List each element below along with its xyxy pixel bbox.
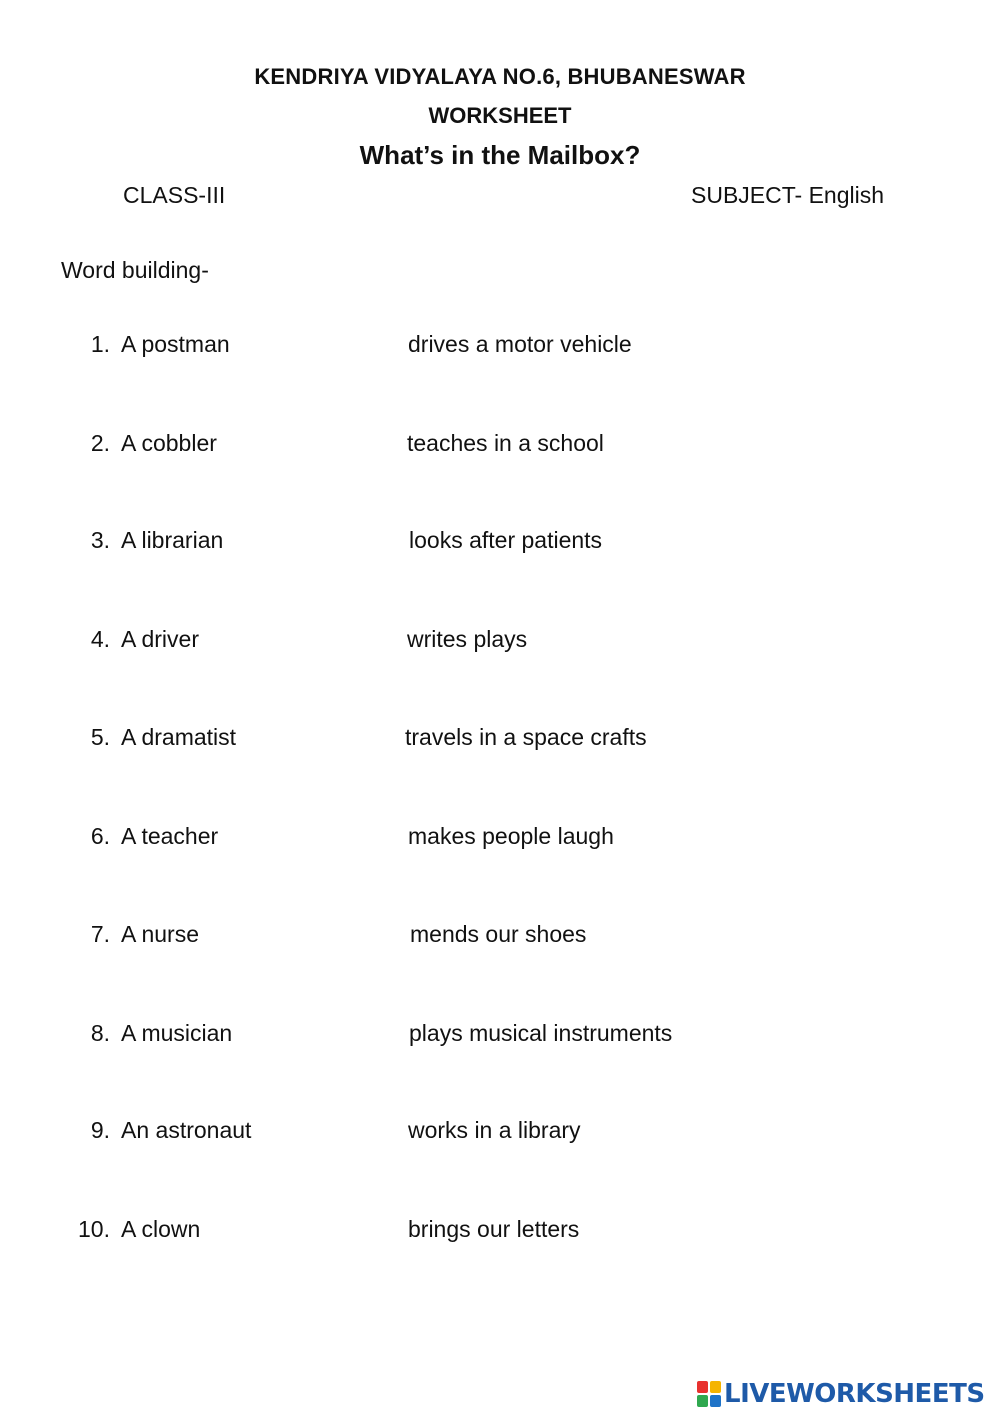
item-description[interactable]: works in a library [408,1117,581,1143]
item-person: An astronaut [121,1117,252,1143]
item-person: A postman [121,331,230,357]
item-number: 7. [90,921,110,947]
item-description[interactable]: makes people laugh [408,823,614,849]
brand-name: LIVEWORKSHEETS [724,1379,985,1409]
item-description[interactable]: brings our letters [408,1216,580,1242]
item-number: 4. [90,626,110,652]
item-person: A nurse [121,921,199,947]
school-name: KENDRIYA VIDYALAYA NO.6, BHUBANESWAR [254,64,746,89]
item-number: 5. [90,724,110,750]
worksheet-title: What’s in the Mailbox? [359,140,641,170]
list-item [0,527,1000,559]
item-description[interactable]: plays musical instruments [409,1020,673,1046]
item-number: 9. [90,1117,110,1143]
list-item [0,823,1000,855]
item-number: 10. [78,1216,110,1242]
logo-square-icon [697,1395,708,1407]
item-number: 8. [90,1020,110,1046]
subject-label: SUBJECT- English [691,182,885,208]
section-heading: Word building- [61,257,209,283]
worksheet-label: WORKSHEET [428,103,572,128]
item-description[interactable]: writes plays [407,626,528,652]
item-person: A clown [121,1216,201,1242]
item-description[interactable]: mends our shoes [410,921,587,947]
list-item [0,1216,1000,1248]
logo-square-icon [710,1381,721,1393]
list-item [0,921,1000,953]
list-item [0,1117,1000,1149]
list-item [0,331,1000,363]
item-description[interactable]: drives a motor vehicle [408,331,632,357]
item-description[interactable]: travels in a space crafts [405,724,647,750]
list-item [0,626,1000,658]
item-person: A teacher [121,823,219,849]
item-number: 3. [90,527,110,553]
list-item [0,1020,1000,1052]
item-number: 6. [90,823,110,849]
liveworksheets-icon [697,1381,721,1407]
item-person: A cobbler [121,430,217,456]
item-number: 2. [90,430,110,456]
item-description[interactable]: teaches in a school [407,430,604,456]
liveworksheets-logo [697,1378,985,1410]
item-description[interactable]: looks after patients [409,527,603,553]
list-item [0,430,1000,462]
class-label: CLASS-III [123,182,226,208]
item-number: 1. [90,331,110,357]
logo-square-icon [710,1395,721,1407]
logo-square-icon [697,1381,708,1393]
item-person: A librarian [121,527,224,553]
item-person: A musician [121,1020,233,1046]
item-person: A driver [121,626,199,652]
item-person: A dramatist [121,724,237,750]
list-item [0,724,1000,756]
